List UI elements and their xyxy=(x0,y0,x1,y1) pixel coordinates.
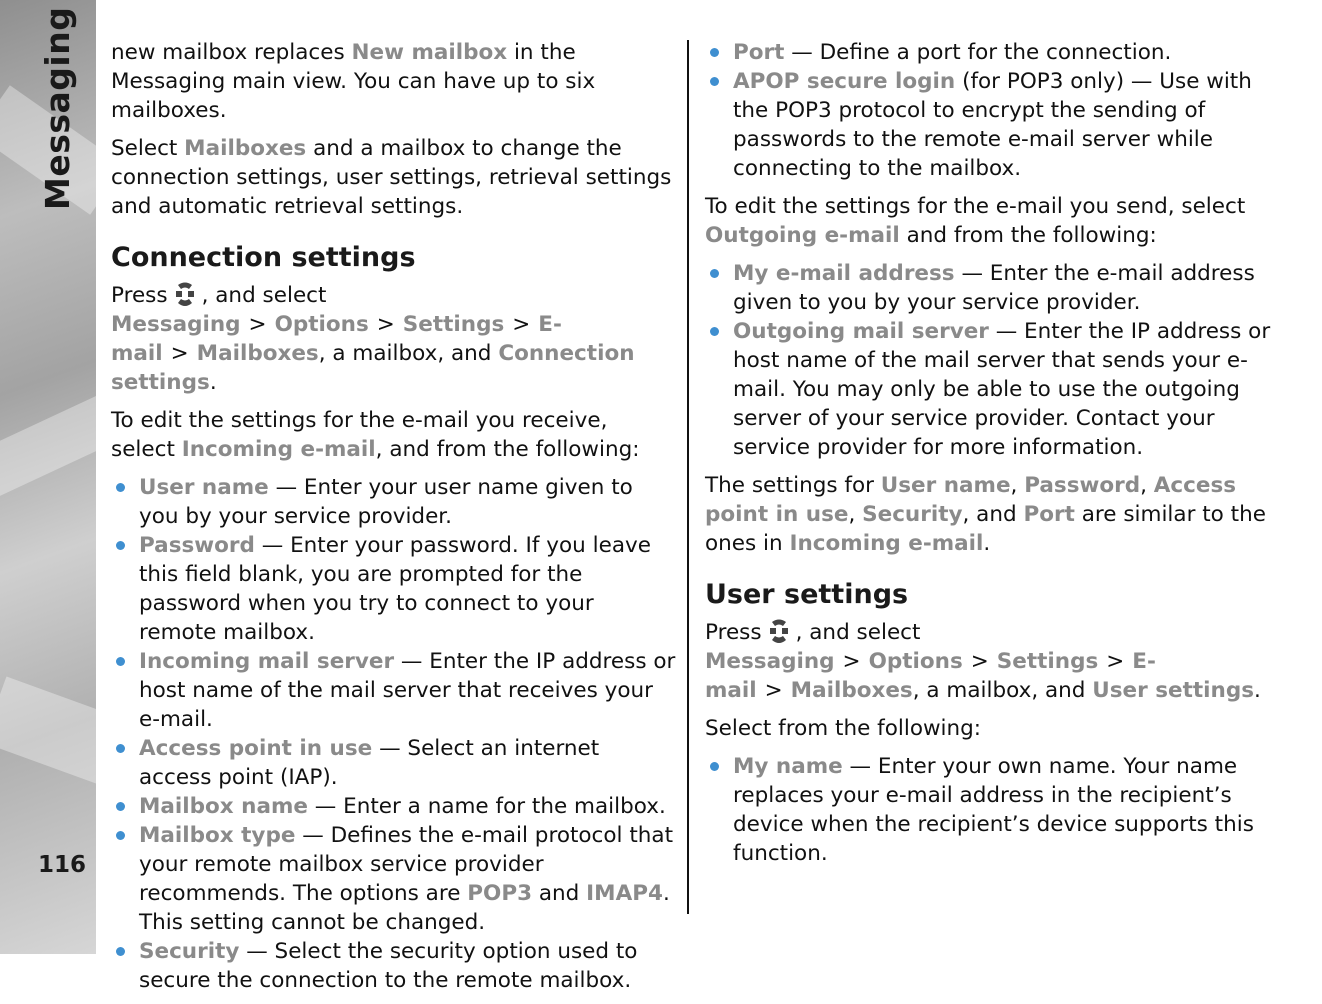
list-item: Password — Enter your password. If you leave this field blank, you are prompted for the password when you try to connect to your remote mailbox. xyxy=(111,531,677,647)
heading-user-settings: User settings xyxy=(705,579,909,610)
paragraph: Press , and select Messaging > Options > Settings > E-mail > Mailboxes, a mailbox, and User settings. xyxy=(705,620,1261,703)
list-item: Security — Select the security option used to secure the connection to the remote mailbox. xyxy=(111,937,677,995)
list-item: User name — Enter your user name given to you by your service provider. xyxy=(111,473,677,531)
right-column xyxy=(705,38,1271,877)
decor-facet xyxy=(0,389,96,502)
paragraph: The settings for User name, Password, Access point in use, Security, and Port are similar to the ones in Incoming e-mail. xyxy=(705,473,1266,556)
paragraph: Select Mailboxes and a mailbox to change the connection settings, user settings, retrieval settings and automatic retrieval settings. xyxy=(111,136,672,219)
list-item: My name — Enter your own name. Your name replaces your e-mail address in the recipient’s device when the recipient’s device supports this function. xyxy=(705,752,1271,868)
column-divider xyxy=(687,40,689,914)
menu-key-icon xyxy=(766,618,792,646)
outgoing-settings-list xyxy=(705,259,1271,462)
paragraph: Press , and select Messaging > Options > Settings > E-mail > Mailboxes, a mailbox, and Connection settings. xyxy=(111,283,635,395)
list-item: Outgoing mail server — Enter the IP address or host name of the mail server that sends your e-mail. You may only be able to use the outgoing server of your service provider. Contact your service provider for more information. xyxy=(705,317,1271,462)
menu-key-icon xyxy=(172,281,198,309)
section-title xyxy=(38,170,77,210)
list-item: Port — Define a port for the connection. xyxy=(705,38,1271,67)
incoming-settings-list-continued xyxy=(705,38,1271,183)
list-item: Access point in use — Select an internet access point (IAP). xyxy=(111,734,677,792)
page-number: 116 xyxy=(38,852,87,878)
heading-connection-settings: Connection settings xyxy=(111,242,416,273)
list-item: APOP secure login (for POP3 only) — Use with the POP3 protocol to encrypt the sending of passwords to the remote e-mail server while connecting to the mailbox. xyxy=(705,67,1271,183)
decor-facet xyxy=(0,676,96,793)
list-item: Incoming mail server — Enter the IP address or host name of the mail server that receives your e-mail. xyxy=(111,647,677,734)
list-item: Mailbox name — Enter a name for the mailbox. xyxy=(111,792,677,821)
incoming-settings-list xyxy=(111,473,677,995)
left-column xyxy=(111,38,677,1004)
paragraph: Select from the following: xyxy=(705,716,982,741)
paragraph: To edit the settings for the e-mail you receive, select Incoming e-mail, and from the following: xyxy=(111,408,640,462)
paragraph: new mailbox replaces New mailbox in the Messaging main view. You can have up to six mailboxes. xyxy=(111,40,596,123)
user-settings-list xyxy=(705,752,1271,868)
paragraph: To edit the settings for the e-mail you send, select Outgoing e-mail and from the following: xyxy=(705,194,1246,248)
list-item: Mailbox type — Defines the e-mail protocol that your remote mailbox service provider recommends. The options are POP3 and IMAP4. This setting cannot be changed. xyxy=(111,821,677,937)
list-item: My e-mail address — Enter the e-mail address given to you by your service provider. xyxy=(705,259,1271,317)
